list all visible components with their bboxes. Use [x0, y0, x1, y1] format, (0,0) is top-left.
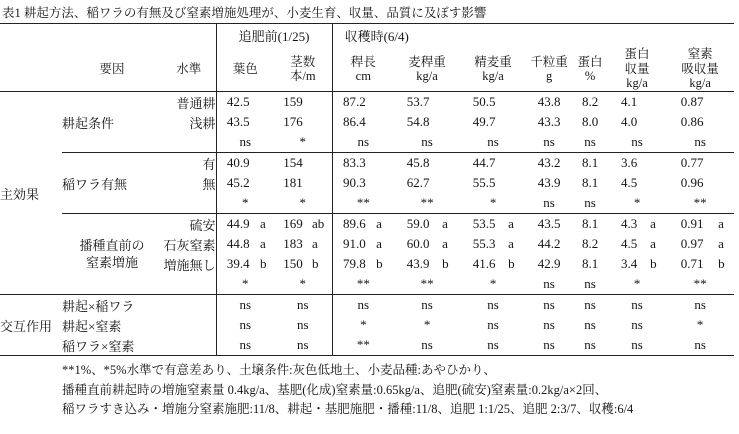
interaction-factor: 稲ワラ×窒素: [62, 335, 216, 356]
sig-cell: *: [460, 193, 526, 214]
cell-value: 44.2: [537, 236, 561, 251]
cell-letter: [508, 92, 526, 113]
col-group-pre-topdress: 追肥前(1/25): [216, 24, 332, 48]
sig-cell: ns: [274, 335, 332, 356]
sig-cell: *: [423, 317, 431, 332]
cell-letter: [376, 112, 394, 132]
cell-value: 44.8: [216, 234, 260, 254]
cell-letter: a: [442, 216, 448, 231]
cell-letter: [376, 153, 394, 174]
sig-cell: ns: [216, 295, 274, 316]
cell-value: 44.7: [472, 155, 496, 170]
level-cell: [162, 193, 216, 214]
cell-letter: [260, 92, 274, 113]
corner-cell: [0, 47, 62, 92]
cell-letter: [260, 112, 274, 132]
sig-cell: **: [394, 193, 460, 214]
sig-cell: ns: [584, 317, 596, 332]
sig-cell: ns: [487, 297, 499, 312]
interaction-row: [0, 295, 734, 316]
header-protein: [572, 47, 608, 92]
cell-letter: a: [312, 236, 318, 251]
factor-straw: 稲ワラ有無: [62, 153, 162, 214]
cell-value: 43.5: [216, 112, 260, 132]
cell-value: 43.9: [406, 256, 430, 271]
header-unit: kg/a: [626, 76, 648, 91]
header-unit: cm: [355, 69, 371, 83]
header-milled-weight: [460, 47, 526, 92]
cell-value: 154: [283, 155, 303, 170]
sig-cell: **: [332, 193, 394, 214]
cell-letter: b: [312, 256, 319, 271]
header-line: 蛋白: [577, 54, 603, 69]
factor-nitrogen: [62, 214, 162, 295]
sig-cell: ns: [297, 317, 309, 332]
cell-letter: [260, 173, 274, 193]
sig-cell: ns: [394, 335, 460, 356]
sig-cell: ns: [216, 132, 274, 153]
level-cell: 増施無し: [163, 257, 216, 273]
sig-cell: *: [332, 315, 394, 335]
interaction-factor: 耕起×稲ワラ: [62, 298, 135, 314]
cell-value: 8.2: [581, 236, 599, 251]
cell-letter: a: [260, 216, 266, 231]
cell-value: 91.0: [332, 234, 376, 254]
header-line: 吸収量: [681, 61, 719, 76]
cell-letter: [442, 173, 460, 193]
cell-value: 60.0: [406, 236, 430, 251]
cell-letter: a: [718, 236, 724, 251]
cell-value: 43.9: [537, 175, 561, 190]
header-factor: 要因: [62, 47, 162, 92]
factor-line: 窒素増施: [85, 255, 138, 270]
header-unit: 本/m: [289, 69, 316, 83]
header-unit: g: [545, 69, 553, 83]
sig-cell: ns: [631, 297, 643, 312]
cell-value: 3.4: [620, 256, 638, 271]
sig-cell: ns: [421, 297, 433, 312]
cell-value: 54.8: [406, 114, 430, 129]
cell-value: 44.9: [216, 214, 260, 235]
level-cell: [162, 274, 216, 295]
sig-cell: ns: [332, 132, 394, 153]
cell-value: 89.6: [332, 214, 376, 235]
cell-letter: a: [508, 236, 514, 251]
sig-cell: **: [394, 274, 460, 295]
cell-value: 43.5: [537, 216, 561, 231]
cell-value: 40.9: [216, 153, 260, 174]
cell-letter: [442, 153, 460, 174]
cell-value: 43.2: [537, 155, 561, 170]
cell-value: 8.2: [581, 94, 599, 109]
cell-value: 59.0: [406, 216, 430, 231]
sig-cell: ns: [543, 297, 555, 312]
cell-letter: [376, 173, 394, 193]
sig-cell: *: [274, 132, 332, 153]
table-title: 表1 耕起方法、稲ワラの有無及び窒素増施処理が、小麦生育、収量、品質に及ぼす影響: [2, 6, 487, 20]
cell-letter: [442, 112, 460, 132]
sig-cell: **: [332, 274, 394, 295]
section-label-main: 主効果: [0, 92, 62, 295]
sig-cell: ns: [526, 335, 572, 356]
sig-cell: **: [666, 274, 734, 295]
cell-value: 159: [283, 94, 303, 109]
sig-cell: *: [696, 317, 704, 332]
cell-letter: [312, 112, 332, 132]
table-row: [0, 153, 734, 174]
factor-line: 播種直前の: [79, 238, 145, 253]
sig-cell: ns: [572, 274, 608, 295]
header-line: 蛋白: [624, 47, 650, 62]
sig-cell: ns: [216, 315, 274, 335]
header-unit: kg/a: [482, 69, 504, 83]
sig-cell: ns: [608, 335, 666, 356]
table-row: [0, 214, 734, 235]
cell-value: 83.3: [332, 153, 376, 174]
cell-value: 8.1: [581, 216, 599, 231]
cell-letter: a: [260, 236, 266, 251]
sig-cell: ns: [460, 132, 526, 153]
header-unit: kg/a: [416, 69, 438, 83]
cell-letter: [650, 112, 666, 132]
cell-value: 41.6: [472, 256, 496, 271]
cell-letter: b: [442, 256, 449, 271]
interaction-factor: 耕起×窒素: [62, 318, 122, 334]
cell-value: 3.6: [620, 155, 638, 170]
footnote-line: 稲ワラすき込み・増施分窒素施肥:11/8、耕起・基肥施肥・播種:11/8、追肥 1:1/25、追肥 2:3/7、収穫:6/4: [62, 402, 634, 416]
cell-letter: [260, 153, 274, 174]
sig-cell: ns: [584, 297, 596, 312]
sig-cell: ns: [666, 132, 734, 153]
sig-cell: ns: [526, 274, 572, 295]
header-culm-length: [332, 47, 394, 92]
cell-value: 50.5: [472, 94, 496, 109]
cell-value: 0.96: [680, 175, 704, 190]
cell-value: 45.2: [216, 173, 260, 193]
sig-cell: *: [460, 274, 526, 295]
header-n-uptake: [666, 47, 734, 92]
header-line: 窒素: [687, 47, 713, 62]
sig-cell: ns: [394, 132, 460, 153]
header-leaf-color: [216, 47, 274, 92]
cell-value: 183: [283, 236, 303, 251]
section-label-interaction: 交互作用: [0, 295, 62, 356]
sig-cell: ns: [332, 295, 394, 316]
cell-value: 176: [283, 114, 303, 129]
cell-value: 39.4: [216, 254, 260, 274]
cell-letter: [312, 173, 332, 193]
sig-cell: ns: [216, 335, 274, 356]
level-cell: 石灰窒素: [163, 237, 216, 253]
interaction-row: [0, 335, 734, 356]
header-straw-weight: [394, 47, 460, 92]
cell-value: 53.5: [472, 216, 496, 231]
table-row: [0, 92, 734, 113]
cell-value: 0.97: [680, 236, 704, 251]
sig-cell: ns: [666, 335, 734, 356]
header-thousand-grain: [526, 47, 572, 92]
cell-letter: [718, 92, 734, 113]
cell-value: 169: [283, 216, 303, 231]
cell-value: 181: [283, 175, 303, 190]
cell-letter: a: [650, 216, 656, 231]
cell-letter: [718, 153, 734, 174]
sig-cell: ns: [526, 132, 572, 153]
sig-cell: **: [666, 193, 734, 214]
cell-value: 4.5: [620, 175, 638, 190]
cell-value: 62.7: [406, 175, 430, 190]
cell-letter: a: [718, 216, 724, 231]
cell-letter: b: [376, 256, 383, 271]
cell-value: 8.1: [581, 256, 599, 271]
sig-cell: ns: [526, 193, 572, 214]
header-line: 収量: [624, 61, 650, 76]
cell-value: 8.1: [581, 175, 599, 190]
cell-letter: a: [376, 236, 382, 251]
cell-letter: [312, 92, 332, 113]
cell-letter: [650, 173, 666, 193]
cell-letter: a: [376, 216, 382, 231]
cell-value: 87.2: [332, 92, 376, 113]
cell-letter: a: [650, 236, 656, 251]
cell-letter: [508, 153, 526, 174]
sig-cell: ns: [608, 132, 666, 153]
level-cell: 無: [202, 176, 216, 192]
sig-cell: *: [216, 193, 274, 214]
cell-value: 42.5: [216, 92, 260, 113]
cell-value: 53.7: [406, 94, 430, 109]
cell-value: 43.3: [537, 114, 561, 129]
header-line: 千粒重: [530, 54, 568, 69]
level-cell: 浅耕: [189, 115, 216, 131]
cell-value: 150: [283, 256, 303, 271]
header-line: 葉色: [232, 61, 258, 76]
header-unit: kg/a: [689, 76, 711, 91]
cell-letter: b: [260, 256, 267, 271]
footnote-line: **1%、*5%水準で有意差あり、土壌条件:灰色低地土、小麦品種:あやひかり、: [62, 363, 497, 377]
cell-value: 4.1: [620, 94, 638, 109]
header-line: 茎数: [290, 54, 316, 69]
sig-cell: ns: [631, 317, 643, 332]
cell-letter: [650, 92, 666, 113]
footnote-line: 播種直前耕起時の増施窒素量 0.4kg/a、基肥(化成)窒素量:0.65kg/a、追肥(硫安)窒素量:0.2kg/a×2回、: [62, 382, 608, 397]
cell-letter: b: [508, 256, 515, 271]
cell-letter: [508, 173, 526, 193]
cell-value: 86.4: [332, 112, 376, 132]
cell-letter: [376, 92, 394, 113]
cell-letter: b: [718, 256, 725, 271]
cell-letter: [508, 112, 526, 132]
header-line: 稈長: [350, 54, 376, 69]
sig-cell: ns: [460, 335, 526, 356]
cell-value: 79.8: [332, 254, 376, 274]
cell-value: 8.1: [581, 155, 599, 170]
header-blank: [0, 24, 216, 48]
cell-value: 0.91: [680, 216, 704, 231]
header-protein-yield: [608, 47, 666, 92]
sig-cell: *: [274, 193, 332, 214]
cell-value: 4.0: [620, 114, 638, 129]
cell-value: 45.8: [406, 155, 430, 170]
sig-cell: ns: [694, 297, 706, 312]
sig-cell: ns: [572, 193, 608, 214]
level-cell: [162, 132, 216, 153]
cell-letter: a: [442, 236, 448, 251]
cell-value: 8.0: [581, 114, 599, 129]
cell-letter: [718, 112, 734, 132]
cell-letter: [718, 173, 734, 193]
header-unit: %: [584, 69, 596, 83]
header-level: 水準: [162, 47, 216, 92]
sig-cell: *: [216, 274, 274, 295]
cell-value: 55.3: [472, 236, 496, 251]
footnotes: [62, 361, 739, 420]
sig-cell: *: [608, 274, 666, 295]
level-cell: 硫安: [189, 217, 216, 233]
cell-letter: [650, 153, 666, 174]
factor-tillage: 耕起条件: [62, 92, 162, 153]
results-table: [0, 23, 734, 356]
cell-letter: a: [508, 216, 514, 231]
cell-letter: ab: [312, 216, 325, 231]
cell-value: 0.87: [680, 94, 704, 109]
cell-letter: b: [650, 256, 657, 271]
cell-value: 49.7: [472, 114, 496, 129]
cell-letter: [312, 153, 332, 174]
level-cell: 有: [202, 156, 216, 172]
sig-cell: *: [608, 193, 666, 214]
level-cell: 普通耕: [176, 95, 216, 111]
cell-value: 0.77: [680, 155, 704, 170]
cell-letter: [442, 92, 460, 113]
cell-value: 4.3: [620, 216, 638, 231]
cell-value: 55.5: [472, 175, 496, 190]
sig-cell: ns: [572, 335, 608, 356]
cell-value: 42.9: [537, 256, 561, 271]
col-group-harvest: 収穫時(6/4): [332, 24, 734, 48]
interaction-row: [0, 315, 734, 335]
cell-value: 90.3: [332, 173, 376, 193]
sig-cell: ns: [487, 317, 499, 332]
header-stem-count: [274, 47, 332, 92]
sig-cell: ns: [543, 317, 555, 332]
cell-value: 4.5: [620, 236, 638, 251]
sig-cell: *: [274, 274, 332, 295]
cell-value: 0.86: [680, 114, 704, 129]
sig-cell: **: [332, 335, 394, 356]
sig-cell: ns: [572, 132, 608, 153]
header-line: 精麦重: [474, 54, 512, 69]
sig-cell: ns: [297, 297, 309, 312]
cell-value: 43.8: [537, 94, 561, 109]
header-line: 麦稈重: [408, 54, 446, 69]
cell-value: 0.71: [680, 256, 704, 271]
